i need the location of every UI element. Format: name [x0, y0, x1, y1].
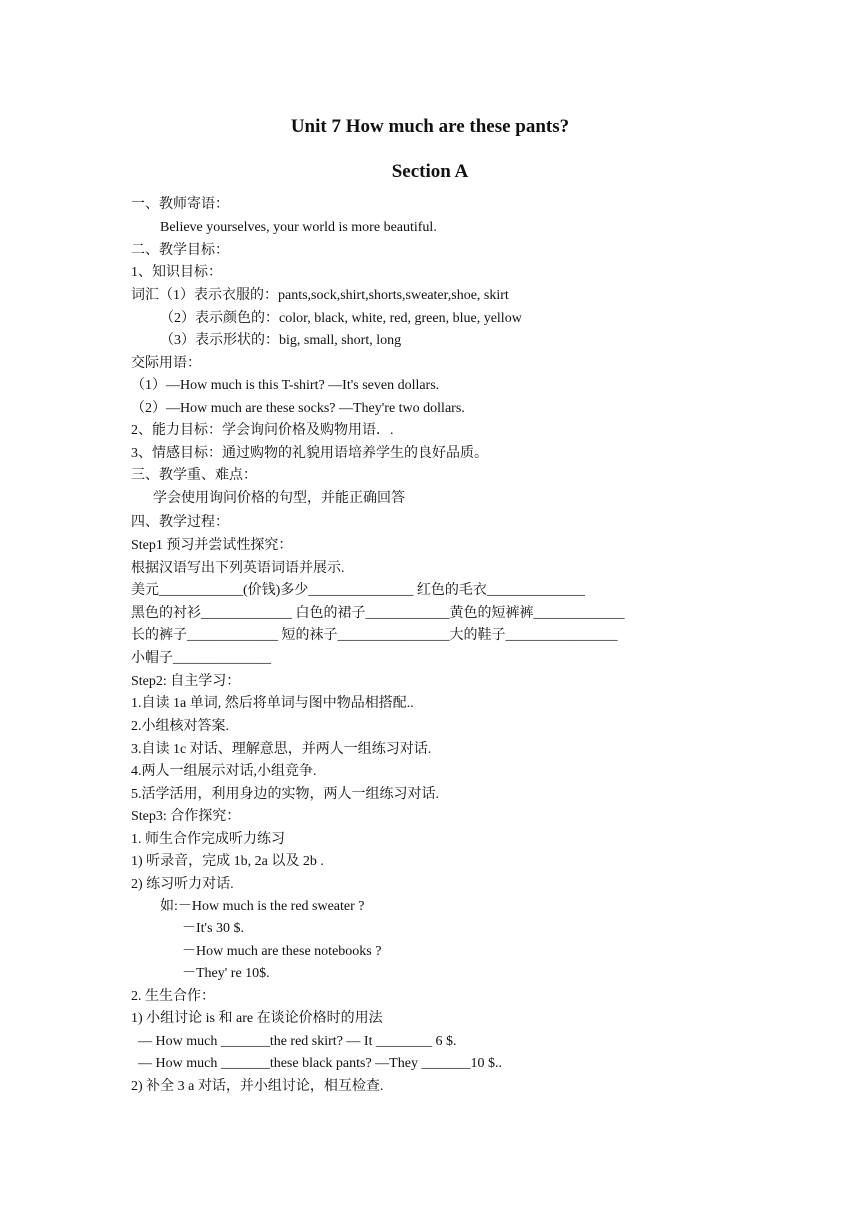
- step1-instruction: 根据汉语写出下列英语词语并展示.: [131, 561, 345, 576]
- objectives-heading: 二、教学目标：: [131, 243, 229, 258]
- key-points-text: 学会使用询问价格的句型，并能正确回答: [153, 491, 405, 506]
- key-points-heading: 三、教学重、难点：: [131, 468, 257, 483]
- group-discussion: 1) 小组讨论 is 和 are 在谈论价格时的用法: [131, 1011, 383, 1026]
- step1-heading: Step1 预习并尝试性探究：: [131, 538, 293, 553]
- step2-item-2: 2.小组核对答案.: [131, 719, 229, 734]
- step3-listening-1: 1) 听录音，完成 1b, 2a 以及 2b .: [131, 854, 324, 869]
- vocab-shapes: （3）表示形状的：big, small, short, long: [160, 333, 402, 348]
- vocab-colors: （2）表示颜色的：color, black, white, red, green, blue, yellow: [160, 311, 522, 326]
- exercise-line-2: — How much _______these black pants? —They _______10 $..: [138, 1056, 502, 1071]
- expression-2: （2）—How much are these socks? —They're two dollars.: [131, 401, 465, 416]
- step3-part-2: 2. 生生合作：: [131, 989, 215, 1004]
- ability-goal: 2、能力目标：学会询问价格及购物用语．.: [131, 423, 394, 438]
- dialogue-line-1: 如:－How much is the red sweater ?: [160, 899, 365, 914]
- fill-blank-row-1: 美元____________(价钱)多少_______________ 红色的毛衣______________: [131, 583, 585, 598]
- section-title: Section A: [391, 161, 469, 182]
- step2-item-5: 5.活学活用，利用身边的实物，两人一组练习对话.: [131, 787, 439, 802]
- unit-title: Unit 7 How much are these pants?: [290, 116, 570, 137]
- emotion-goal: 3、情感目标：通过购物的礼貌用语培养学生的良好品质。: [131, 446, 488, 461]
- process-heading: 四、教学过程：: [131, 515, 229, 530]
- step2-item-4: 4.两人一组展示对话,小组竞争.: [131, 764, 317, 779]
- fill-blank-row-3: 长的裤子_____________ 短的袜子________________大的鞋子________________: [131, 628, 618, 643]
- dialogue-line-2: －It's 30 $.: [182, 921, 245, 936]
- expression-1: （1）—How much is this T-shirt? —It's seven dollars.: [131, 378, 440, 393]
- complete-3a: 2) 补全 3 a 对话，并小组讨论，相互检查.: [131, 1079, 384, 1094]
- step2-item-1: 1.自读 1a 单词, 然后将单词与图中物品相搭配..: [131, 696, 414, 711]
- step2-item-3: 3.自读 1c 对话、理解意思，并两人一组练习对话.: [131, 742, 432, 757]
- teacher-message-heading: 一、教师寄语：: [131, 197, 229, 212]
- fill-blank-row-2: 黑色的衬衫_____________ 白色的裙子____________黄色的短裤裤_____________: [131, 606, 625, 621]
- step3-part-1: 1. 师生合作完成听力练习: [131, 832, 285, 847]
- expressions-heading: 交际用语：: [131, 356, 201, 371]
- fill-blank-row-4: 小帽子______________: [131, 651, 271, 666]
- teacher-message-text: Believe yourselves, your world is more beautiful.: [160, 220, 437, 235]
- step3-heading: Step3: 合作探究：: [131, 809, 241, 824]
- dialogue-line-3: －How much are these notebooks ?: [182, 944, 382, 959]
- dialogue-line-4: －They' re 10$.: [182, 966, 270, 981]
- step3-listening-2: 2) 练习听力对话.: [131, 877, 234, 892]
- knowledge-goal-heading: 1、知识目标：: [131, 265, 222, 280]
- exercise-line-1: — How much _______the red skirt? — It ________ 6 $.: [138, 1034, 457, 1049]
- step2-heading: Step2: 自主学习：: [131, 674, 241, 689]
- vocab-clothes: 词汇（1）表示衣服的：pants,sock,shirt,shorts,sweater,shoe, skirt: [131, 288, 509, 303]
